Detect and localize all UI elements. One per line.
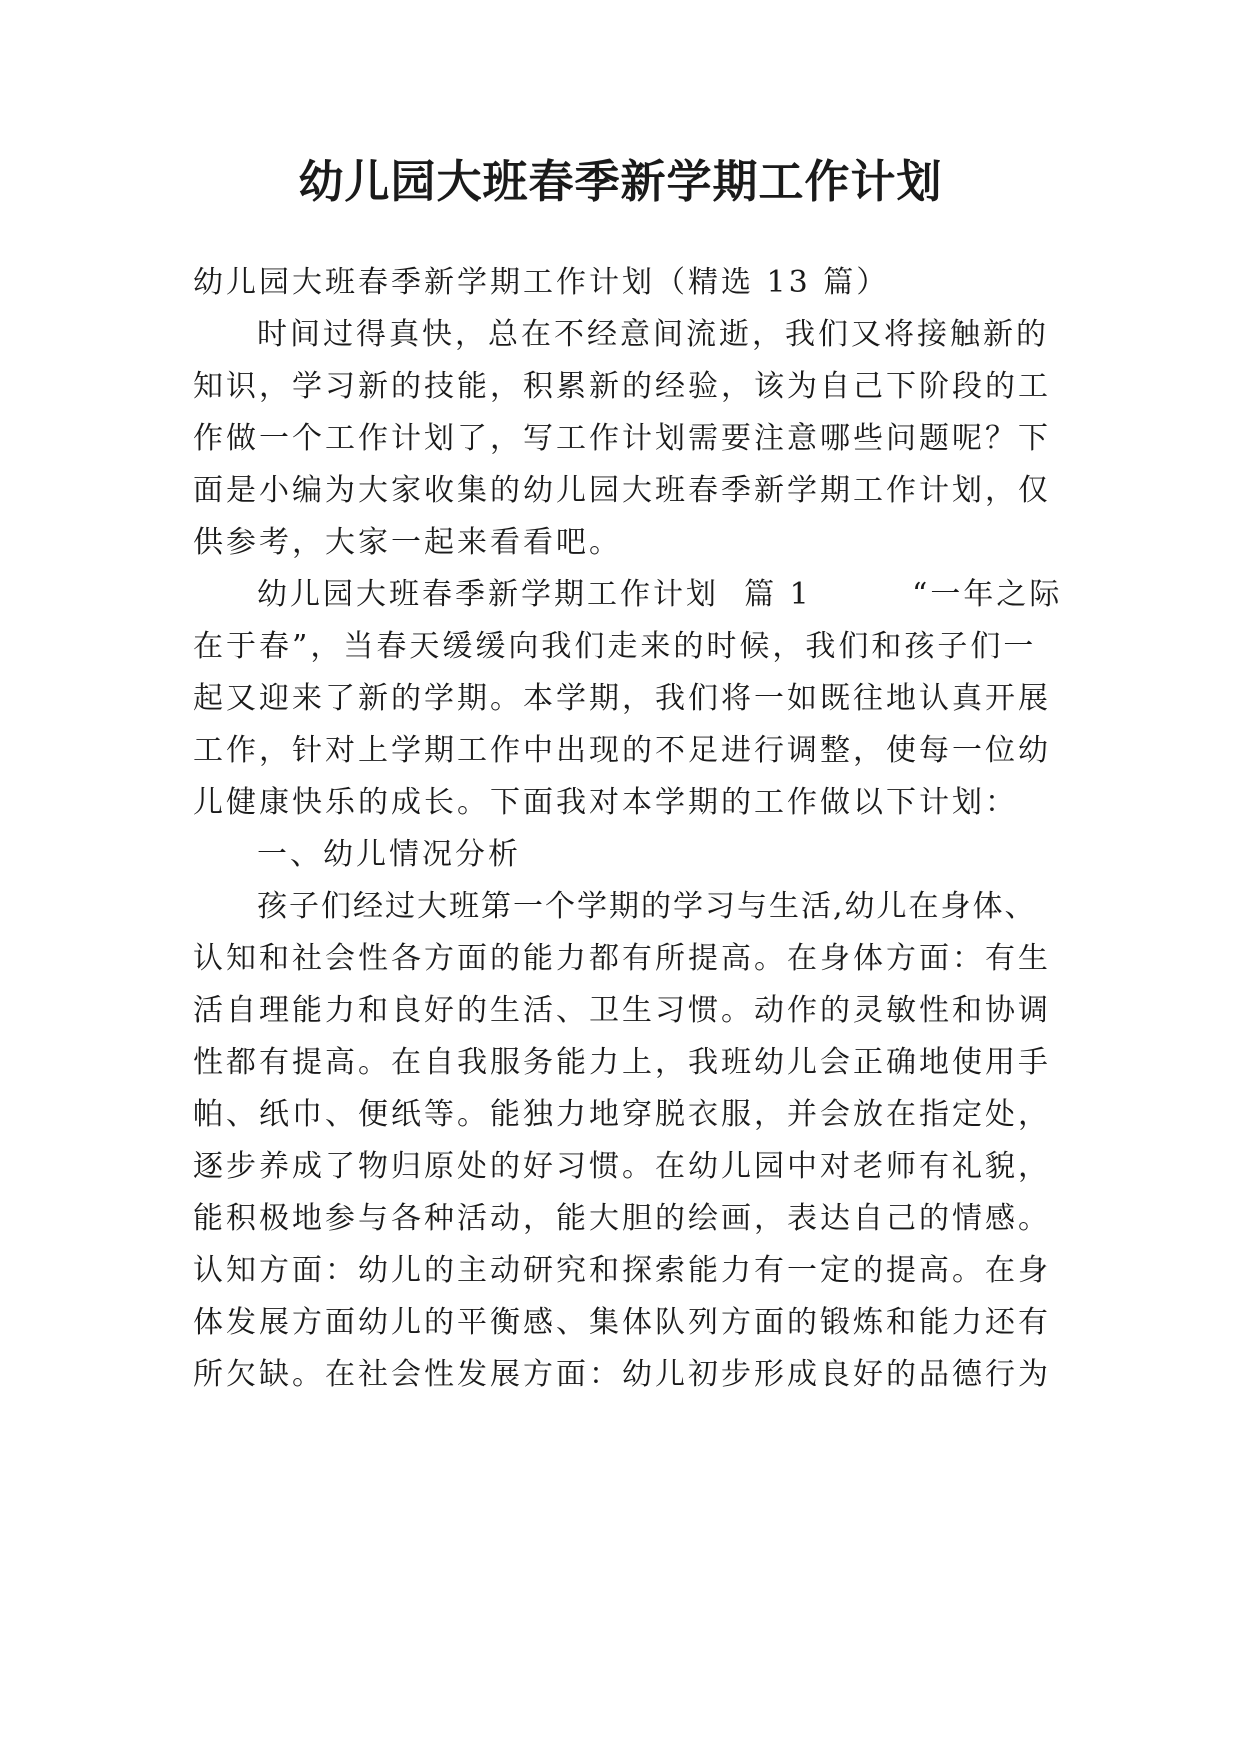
analysis-line: 所欠缺。在社会性发展方面：幼儿初步形成良好的品德行为	[193, 1357, 1051, 1392]
part1-line: 工作，针对上学期工作中出现的不足进行调整，使每一位幼	[193, 733, 1051, 768]
part1-heading-line: 幼儿园大班春季新学期工作计划 篇 1 “一年之际	[257, 577, 1063, 612]
intro-line: 作做一个工作计划了，写工作计划需要注意哪些问题呢？下	[193, 421, 1051, 456]
analysis-line: 逐步养成了物归原处的好习惯。在幼儿园中对老师有礼貌，	[193, 1149, 1051, 1184]
analysis-line: 帕、纸巾、便纸等。能独力地穿脱衣服，并会放在指定处，	[193, 1097, 1051, 1132]
analysis-line: 能积极地参与各种活动，能大胆的绘画，表达自己的情感。	[193, 1201, 1051, 1236]
document-title: 幼儿园大班春季新学期工作计划	[298, 155, 943, 208]
part1-line: 在于春”，当春天缓缓向我们走来的时候，我们和孩子们一	[193, 629, 1037, 664]
analysis-line: 认知和社会性各方面的能力都有所提高。在身体方面：有生	[193, 941, 1051, 976]
analysis-line: 体发展方面幼儿的平衡感、集体队列方面的锻炼和能力还有	[193, 1305, 1051, 1340]
analysis-line: 孩子们经过大班第一个学期的学习与生活,幼儿在身体、	[257, 889, 1037, 924]
intro-line: 知识，学习新的技能，积累新的经验，该为自己下阶段的工	[193, 369, 1051, 404]
document-subtitle: 幼儿园大班春季新学期工作计划（精选 13 篇）	[193, 265, 890, 300]
part1-line: 儿健康快乐的成长。下面我对本学期的工作做以下计划：	[193, 785, 1018, 820]
part1-line: 起又迎来了新的学期。本学期，我们将一如既往地认真开展	[193, 681, 1051, 716]
analysis-line: 活自理能力和良好的生活、卫生习惯。动作的灵敏性和协调	[193, 993, 1051, 1028]
analysis-line: 认知方面：幼儿的主动研究和探索能力有一定的提高。在身	[193, 1253, 1051, 1288]
intro-line: 时间过得真快，总在不经意间流逝，我们又将接触新的	[257, 317, 1049, 352]
analysis-line: 性都有提高。在自我服务能力上，我班幼儿会正确地使用手	[193, 1045, 1051, 1080]
intro-line: 供参考，大家一起来看看吧。	[193, 525, 622, 560]
intro-line: 面是小编为大家收集的幼儿园大班春季新学期工作计划，仅	[193, 473, 1051, 508]
section-heading: 一、幼儿情况分析	[257, 837, 521, 872]
